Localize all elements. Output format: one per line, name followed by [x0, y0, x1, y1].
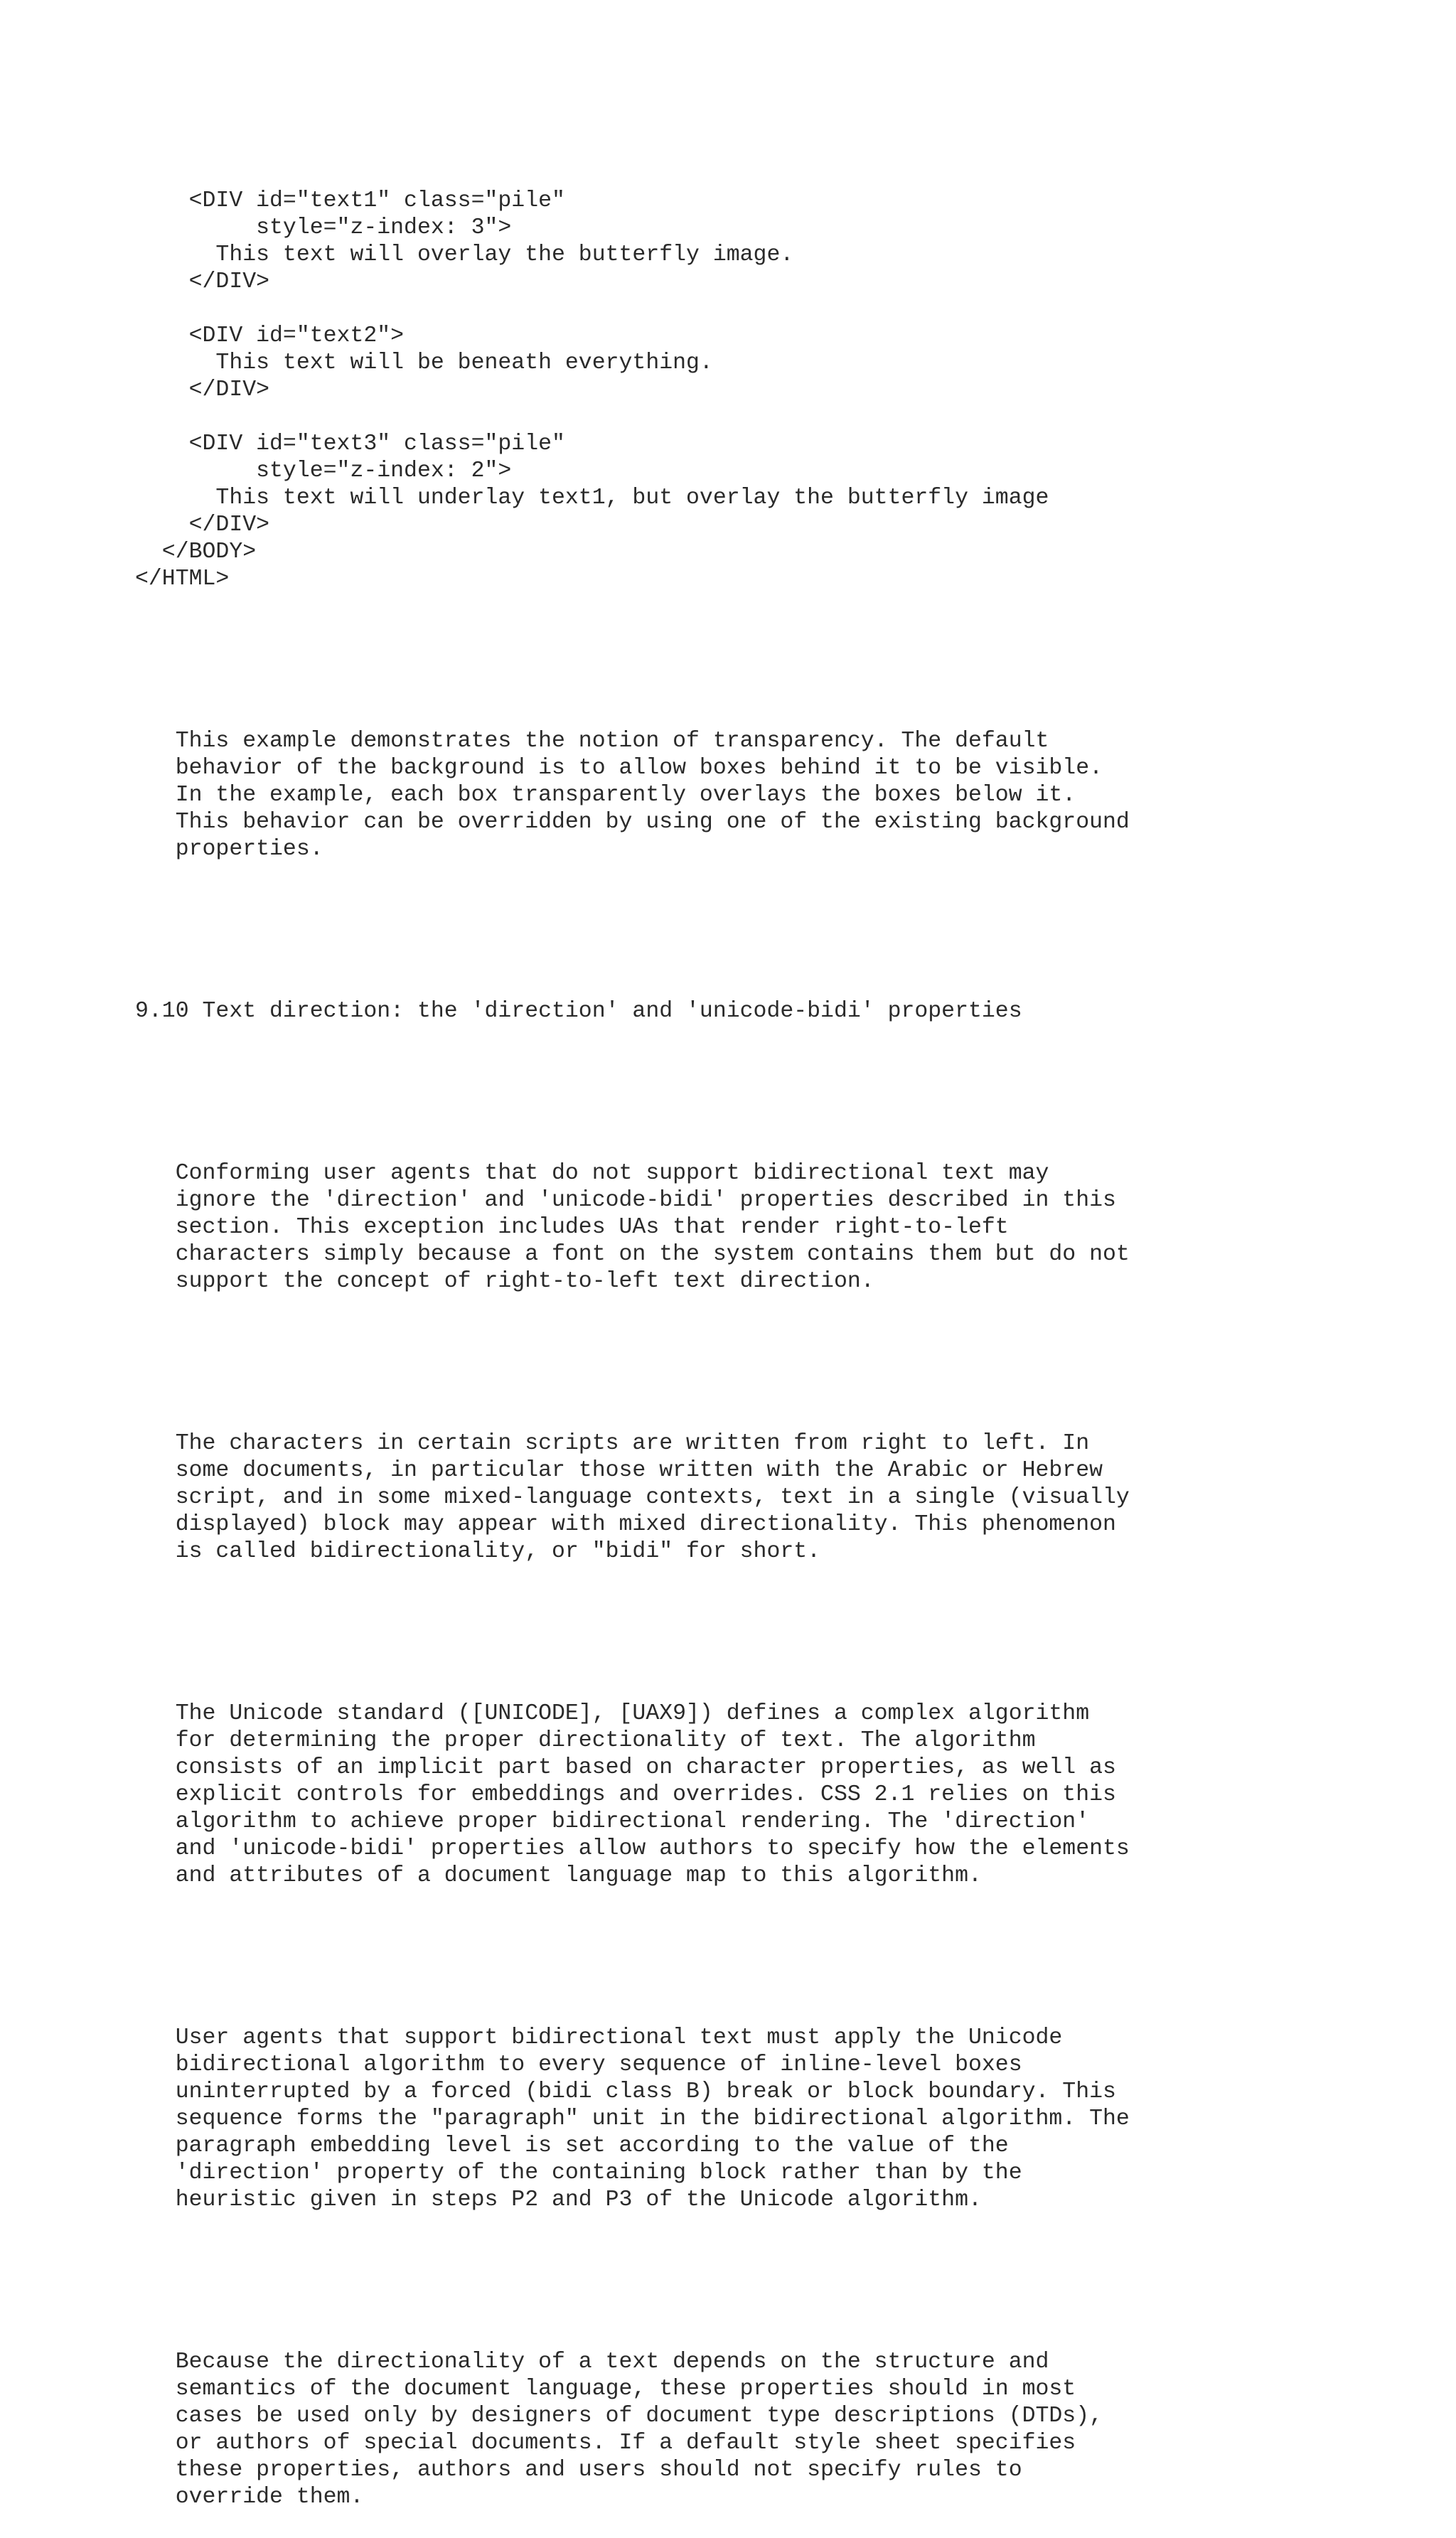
paragraph-conforming-user-agents [135, 1160, 1415, 1295]
spacer [135, 1349, 1415, 1376]
transparency-paragraph [135, 728, 1415, 863]
text-line: This text will overlay the butterfly image. [135, 242, 794, 267]
text-line: and 'unicode-bidi' properties allow authors to specify how the elements [135, 1836, 1130, 1861]
document-page [135, 134, 1415, 2538]
text-line: these properties, authors and users should not specify rules to [135, 2458, 1022, 2483]
paragraph-directionality-structure [135, 2349, 1415, 2511]
text-line: support the concept of right-to-left text direction. [135, 1269, 874, 1294]
text-line: override them. [135, 2485, 364, 2510]
text-line: consists of an implicit part based on character properties, as well as [135, 1755, 1116, 1780]
text-line: explicit controls for embeddings and overrides. CSS 2.1 relies on this [135, 1782, 1116, 1807]
text-line: 'direction' property of the containing block rather than by the [135, 2160, 1022, 2185]
text-line: style="z-index: 2"> [135, 459, 512, 483]
text-line: semantics of the document language, these properties should in most [135, 2377, 1076, 2402]
text-line: for determining the proper directionality of text. The algorithm [135, 1728, 1036, 1753]
text-line: section. This exception includes UAs that render right-to-left [135, 1215, 1009, 1240]
text-line: This example demonstrates the notion of transparency. The default [135, 729, 1049, 754]
text-line: The Unicode standard ([UNICODE], [UAX9]) defines a complex algorithm [135, 1701, 1090, 1726]
text-line: sequence forms the "paragraph" unit in the bidirectional algorithm. The [135, 2106, 1130, 2131]
text-line: is called bidirectionality, or "bidi" for short. [135, 1539, 821, 1564]
text-line: </DIV> [135, 513, 270, 537]
text-line: </DIV> [135, 269, 270, 294]
text-line: <DIV id="text3" class="pile" [135, 432, 565, 456]
text-line: The characters in certain scripts are written from right to left. In [135, 1431, 1090, 1456]
text-line: This text will be beneath everything. [135, 350, 713, 375]
text-line: heuristic given in steps P2 and P3 of the Unicode algorithm. [135, 2188, 982, 2212]
text-line: bidirectional algorithm to every sequence of inline-level boxes [135, 2052, 1022, 2077]
paragraph-user-agents-bidi [135, 2025, 1415, 2214]
text-line: Because the directionality of a text depends on the structure and [135, 2350, 1049, 2374]
spacer [135, 1079, 1415, 1106]
paragraph-unicode-standard [135, 1701, 1415, 1890]
spacer [135, 1619, 1415, 1647]
text-line: This behavior can be overridden by using one of the existing background [135, 810, 1130, 835]
text-line [135, 296, 1415, 323]
text-line: characters simply because a font on the system contains them but do not [135, 1242, 1130, 1267]
text-line: properties. [135, 837, 323, 862]
text-line: behavior of the background is to allow boxes behind it to be visible. [135, 756, 1103, 781]
code-example [135, 188, 1415, 593]
text-line: algorithm to achieve proper bidirectional rendering. The 'direction' [135, 1809, 1090, 1834]
text-line: User agents that support bidirectional text must apply the Unicode [135, 2025, 1063, 2050]
text-line: In the example, each box transparently overlays the boxes below it. [135, 783, 1076, 808]
text-line: </HTML> [135, 567, 230, 591]
text-line [135, 404, 1415, 431]
text-line: uninterrupted by a forced (bidi class B) break or block boundary. This [135, 2079, 1116, 2104]
text-line: or authors of special documents. If a default style sheet specifies [135, 2431, 1076, 2456]
paragraph-scripts-right-to-left [135, 1430, 1415, 1565]
text-line: ignore the 'direction' and 'unicode-bidi' properties described in this [135, 1188, 1116, 1213]
text-line: paragraph embedding level is set according to the value of the [135, 2133, 1009, 2158]
text-line: cases be used only by designers of document type descriptions (DTDs), [135, 2404, 1103, 2429]
spacer [135, 917, 1415, 944]
text-line: some documents, in particular those written with the Arabic or Hebrew [135, 1458, 1103, 1483]
spacer [135, 1944, 1415, 1971]
section-heading: 9.10 Text direction: the 'direction' and 'unicode-bidi' properties [135, 999, 1022, 1024]
text-line: Conforming user agents that do not support bidirectional text may [135, 1161, 1049, 1186]
text-line: <DIV id="text1" class="pile" [135, 188, 565, 213]
text-line: displayed) block may appear with mixed directionality. This phenomenon [135, 1512, 1116, 1537]
text-line: This text will underlay text1, but overlay the butterfly image [135, 486, 1049, 510]
text-line: </BODY> [135, 540, 257, 564]
text-line: </DIV> [135, 378, 270, 402]
spacer [135, 2268, 1415, 2295]
spacer [135, 647, 1415, 674]
text-line: script, and in some mixed-language contexts, text in a single (visually [135, 1485, 1130, 1510]
text-line: <DIV id="text2"> [135, 323, 405, 348]
text-line: and attributes of a document language map to this algorithm. [135, 1863, 982, 1888]
text-line: style="z-index: 3"> [135, 215, 512, 240]
